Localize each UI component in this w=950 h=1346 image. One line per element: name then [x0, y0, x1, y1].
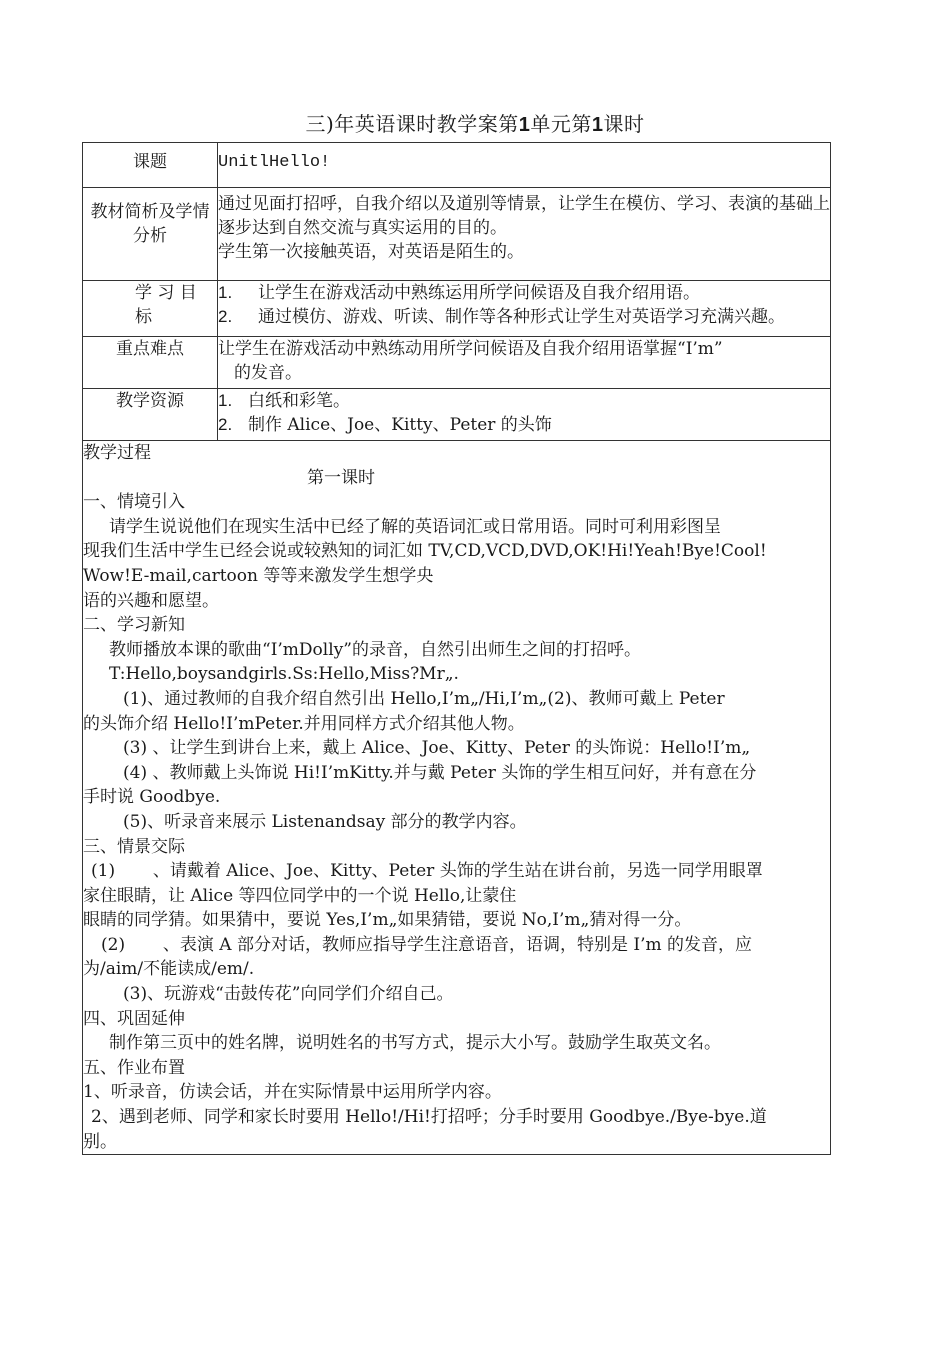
paragraph-line: (4) 、教师戴上头饰说 Hi!I’mKitty.并与戴 Peter 头饰的学生相互问好，并有意在分: [123, 762, 757, 783]
key-line: 让学生在游戏活动中熟练动用所学问候语及自我介绍用语掌握“I’m”: [218, 339, 723, 359]
section-title: 二、学习新知: [83, 615, 185, 636]
analysis-line: 学生第一次接触英语，对英语是陌生的。: [218, 242, 524, 262]
section-title: 三、情景交际: [83, 836, 185, 857]
analysis-line: 通过见面打招呼，自我介绍以及道别等情景，让学生在模仿、学习、表演的基础上逐步达到自然交流与真实运用的目的。: [218, 194, 830, 238]
row-topic: [83, 143, 831, 188]
resources-value: [218, 389, 831, 441]
paragraph-line: (3) 、让学生到讲台上来，戴上 Alice、Joe、Kitty、Peter 的头饰说：Hello!I’m„: [123, 738, 751, 759]
section-title: 一、情境引入: [83, 492, 185, 513]
key-label: 重点难点: [83, 337, 218, 389]
paragraph-line: (1) 、请戴着 Alice、Joe、Kitty、Peter 头饰的学生站在讲台前，另选一同学用眼罩: [91, 861, 763, 882]
document-title: 三)年英语课时教学案第1单元第1课时: [305, 112, 645, 136]
analysis-label: 教材简析及学情分析: [83, 188, 218, 281]
paragraph-line: 手时说 Goodbye.: [83, 787, 221, 808]
paragraph-line: Wow!E-mail,cartoon 等等来激发学生想学央: [83, 565, 434, 586]
paragraph-line: 的头饰介绍 Hello!I’mPeter.并用同样方式介绍其他人物。: [83, 713, 525, 734]
paragraph-line: 制作第三页中的姓名牌，说明姓名的书写方式，提示大小写。鼓励学生取英文名。: [109, 1033, 721, 1054]
paragraph-line: (1)、通过教师的自我介绍自然引出 Hello,I’m„/Hi,I’m„(2)、教师可戴上 Peter: [123, 688, 725, 709]
row-process: [83, 441, 831, 1155]
row-goals: [83, 281, 831, 337]
lesson-subheading: 第一课时: [307, 467, 375, 488]
goal-item: 1. 让学生在游戏活动中熟练运用所学问候语及自我介绍用语。: [218, 283, 700, 303]
key-line: 的发音。: [234, 363, 302, 383]
row-analysis: [83, 188, 831, 281]
paragraph-line: (5)、听录音来展示 Listenandsay 部分的教学内容。: [123, 811, 527, 832]
key-value: [218, 337, 831, 389]
paragraph-line: 家住眼睛，让 Alice 等四位同学中的一个说 Hello,让蒙住: [83, 885, 517, 906]
paragraph-line: (3)、玩游戏“击鼓传花”向同学们介绍自己。: [123, 984, 454, 1005]
paragraph-line: 现我们生活中学生已经会说或较熟知的词汇如 TV,CD,VCD,DVD,OK!Hi!Yeah!Bye!Cool!: [83, 541, 767, 562]
goals-value: [218, 281, 831, 337]
analysis-value: [218, 188, 831, 281]
row-resources: [83, 389, 831, 441]
paragraph-line: (2) 、表演 A 部分对话，教师应指导学生注意语音，语调，特别是 I’m 的发音，应: [101, 934, 753, 955]
section-title: 四、巩固延伸: [83, 1008, 185, 1029]
section-title: 五、作业布置: [83, 1057, 185, 1078]
resource-item: 1. 白纸和彩笔。: [218, 391, 350, 411]
resources-label: 教学资源: [83, 389, 218, 441]
topic-value: UnitlHello!: [218, 143, 831, 188]
paragraph-line: 眼睛的同学猜。如果猜中，要说 Yes,I’m„如果猜错，要说 No,I’m„猜对得一分。: [83, 910, 692, 931]
paragraph-line: 语的兴趣和愿望。: [83, 590, 219, 611]
paragraph-line: 请学生说说他们在现实生活中已经了解的英语词汇或日常用语。同时可利用彩图呈: [109, 516, 721, 537]
paragraph-line: 2、遇到老师、同学和家长时要用 Hello!/Hi!打招呼；分手时要用 Goodbye./Bye-bye.道: [91, 1107, 767, 1128]
paragraph-line: 为/aim/不能读成/em/.: [83, 959, 255, 980]
paragraph-line: 教师播放本课的歌曲“I’mDolly”的录音，自然引出师生之间的打招呼。: [109, 639, 641, 660]
lesson-plan-table: [82, 142, 831, 1155]
row-key-points: [83, 337, 831, 389]
goal-item: 2. 通过模仿、游戏、听读、制作等各种形式让学生对英语学习充满兴趣。: [218, 307, 785, 327]
paragraph-line: T:Hello,boysandgirls.Ss:Hello,Miss?Mr„.: [109, 664, 459, 685]
resource-item: 2. 制作 Alice、Joe、Kitty、Peter 的头饰: [218, 415, 552, 435]
process-heading: 教学过程: [83, 443, 151, 463]
paragraph-line: 1、听录音，仿读会话，并在实际情景中运用所学内容。: [83, 1082, 502, 1103]
paragraph-line: 别。: [83, 1131, 117, 1152]
teaching-process: [83, 441, 831, 1155]
topic-label: 课题: [83, 143, 218, 188]
goals-label: 学 习 目 标: [83, 281, 218, 337]
